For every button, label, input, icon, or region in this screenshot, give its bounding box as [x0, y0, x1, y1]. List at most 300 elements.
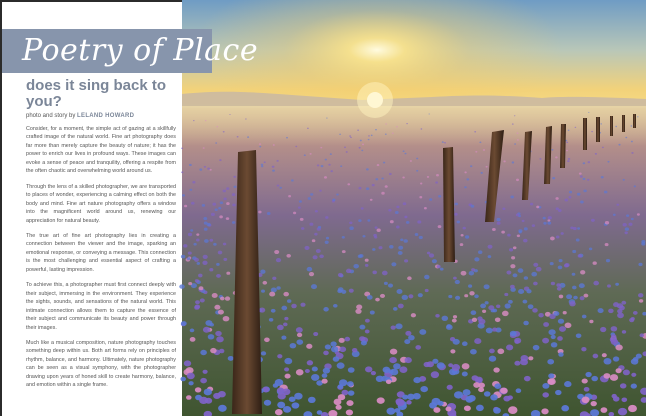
flower — [398, 246, 403, 250]
flower — [558, 266, 563, 270]
flower — [416, 170, 418, 172]
flower — [346, 400, 353, 406]
flower — [365, 319, 370, 323]
flower — [548, 329, 555, 335]
flower — [386, 380, 392, 385]
flower — [611, 334, 616, 338]
flower — [604, 191, 608, 194]
flower — [623, 370, 630, 376]
flower — [350, 137, 352, 138]
flower — [492, 309, 497, 313]
flower — [580, 201, 584, 204]
flower — [507, 395, 512, 399]
flower — [215, 208, 218, 211]
fence-post — [443, 147, 455, 262]
flower — [272, 166, 275, 168]
flower — [204, 222, 208, 225]
flower — [573, 296, 578, 300]
flower — [379, 246, 383, 249]
flower — [400, 238, 403, 241]
flower — [450, 349, 455, 353]
flower — [452, 319, 457, 323]
flower — [212, 203, 216, 206]
flower — [469, 291, 474, 295]
flower — [406, 400, 411, 404]
body-paragraph: The true art of fine art photography lies in creating a connection between the viewer and the image, sparking an emotional response, or conveying a message. This connection is the most challenging and essential aspect of crafting a powerful, lasting impression. — [26, 232, 176, 273]
flower — [209, 239, 213, 242]
flower — [392, 133, 394, 134]
flower — [279, 187, 282, 189]
flower — [365, 259, 369, 262]
flower — [283, 323, 288, 327]
flower — [339, 379, 347, 386]
flower — [631, 373, 636, 377]
flower — [514, 115, 515, 116]
flower — [551, 149, 553, 151]
flower — [385, 185, 388, 188]
flower — [390, 369, 398, 376]
flower — [216, 274, 221, 278]
flower — [605, 243, 609, 246]
flower — [465, 396, 473, 403]
flower — [435, 181, 438, 183]
flower — [365, 366, 372, 372]
flower — [464, 171, 466, 173]
flower — [474, 131, 476, 133]
flower — [453, 277, 457, 280]
flower — [563, 311, 567, 314]
flower — [186, 395, 192, 400]
flower — [533, 282, 538, 286]
flower — [433, 407, 440, 413]
flower — [618, 408, 627, 416]
flower — [565, 199, 569, 202]
flower — [404, 259, 408, 262]
flower — [381, 178, 383, 180]
flower — [370, 310, 375, 314]
flower — [377, 164, 380, 166]
flower — [317, 164, 320, 166]
flower — [566, 142, 568, 144]
flower — [584, 387, 590, 392]
flower — [489, 356, 496, 362]
flower — [396, 399, 405, 406]
flower — [432, 259, 437, 263]
flower — [372, 248, 375, 251]
flower — [580, 296, 585, 300]
flower — [593, 281, 599, 286]
flower — [455, 296, 460, 300]
flower — [385, 133, 387, 134]
flower — [203, 255, 208, 259]
flower — [259, 146, 261, 148]
flower — [633, 311, 638, 315]
flower — [427, 176, 429, 178]
flower — [332, 198, 335, 201]
flower — [313, 332, 318, 336]
flower — [398, 251, 403, 255]
flower — [358, 187, 361, 190]
flower — [490, 394, 498, 400]
fence-post — [610, 116, 613, 136]
flower — [304, 246, 309, 250]
flower — [346, 410, 353, 416]
flower — [470, 165, 472, 167]
flower — [460, 243, 464, 246]
flower — [625, 137, 627, 139]
flower — [510, 331, 517, 337]
fence-post — [583, 118, 587, 150]
flower — [508, 300, 513, 304]
flower — [625, 227, 629, 231]
flower — [421, 128, 423, 129]
flower — [548, 373, 554, 378]
flower — [587, 179, 590, 181]
flower — [600, 327, 606, 332]
flower — [578, 254, 582, 258]
flower — [536, 206, 539, 209]
flower — [471, 205, 475, 208]
flower — [395, 323, 402, 329]
flower — [273, 383, 278, 387]
flower — [503, 160, 505, 162]
flower — [189, 381, 194, 385]
flower — [403, 150, 405, 152]
flower — [276, 160, 278, 162]
flower — [300, 218, 304, 221]
flower — [277, 185, 280, 187]
flower — [543, 222, 546, 225]
flower — [269, 318, 274, 322]
flower — [189, 164, 192, 166]
flower — [489, 349, 495, 354]
flower — [523, 239, 527, 243]
flower — [226, 187, 229, 190]
flower — [496, 305, 500, 309]
flower — [382, 271, 388, 276]
flower — [444, 142, 446, 144]
flower — [588, 161, 591, 163]
flower — [219, 159, 221, 161]
flower — [465, 235, 469, 238]
flower — [556, 207, 559, 210]
flower — [454, 213, 457, 216]
flower — [307, 128, 309, 129]
flower — [186, 367, 194, 374]
flower — [530, 203, 533, 206]
flower — [427, 361, 434, 367]
flower — [464, 405, 471, 411]
flower — [190, 229, 193, 231]
flower — [468, 284, 472, 287]
flower — [437, 265, 441, 268]
flower — [585, 372, 591, 377]
flower — [312, 239, 316, 242]
flower — [204, 239, 209, 243]
flower — [524, 376, 531, 382]
flower — [323, 307, 329, 312]
flower — [383, 367, 391, 373]
flower — [470, 349, 477, 355]
flower — [523, 321, 529, 326]
flower — [384, 282, 388, 285]
flower — [437, 362, 445, 369]
flower — [319, 254, 324, 258]
flower — [453, 315, 457, 318]
flower — [368, 135, 370, 136]
flower — [223, 243, 226, 246]
flower — [181, 171, 183, 173]
flower — [542, 392, 549, 397]
flower — [362, 144, 364, 146]
flower — [624, 231, 627, 234]
flower — [601, 176, 604, 178]
flower — [448, 363, 453, 367]
flower — [466, 178, 469, 180]
flower — [479, 141, 481, 143]
flower — [608, 309, 614, 314]
flower — [330, 153, 332, 155]
flower — [307, 267, 313, 272]
flower — [615, 126, 617, 127]
flower — [510, 196, 514, 199]
flower — [598, 308, 604, 313]
flower — [419, 329, 426, 335]
flower — [583, 178, 586, 180]
flower — [277, 354, 282, 358]
flower — [595, 153, 597, 155]
flower — [516, 388, 522, 393]
flower — [600, 123, 602, 124]
flower — [342, 250, 346, 253]
flower — [211, 213, 215, 216]
flower — [484, 391, 491, 396]
flower — [514, 340, 519, 344]
flower — [532, 224, 535, 227]
flower — [463, 389, 471, 396]
flower — [517, 234, 520, 237]
flower — [305, 369, 310, 373]
flower — [196, 239, 200, 242]
flower — [424, 207, 427, 209]
flower — [389, 245, 394, 249]
flower — [245, 118, 246, 119]
flower — [323, 368, 330, 374]
flower — [272, 169, 275, 171]
flower — [371, 135, 373, 136]
flower — [615, 283, 619, 286]
flower — [328, 164, 330, 166]
flower — [429, 113, 430, 114]
flower — [474, 338, 481, 344]
flower — [188, 282, 192, 285]
flower — [330, 170, 333, 172]
flower — [506, 270, 511, 274]
flower — [375, 298, 380, 302]
flower — [375, 226, 378, 228]
flower — [377, 229, 381, 232]
flower — [348, 367, 355, 373]
flower — [536, 267, 542, 272]
flower — [347, 183, 350, 185]
flower — [264, 400, 271, 406]
flower — [406, 123, 408, 124]
flower — [631, 218, 634, 220]
flower — [198, 274, 202, 278]
flower — [359, 147, 361, 149]
flower — [584, 294, 589, 298]
flower — [397, 289, 403, 294]
flower — [348, 390, 355, 395]
flower — [556, 283, 560, 287]
flower — [281, 306, 287, 311]
flower — [547, 379, 554, 385]
flower — [533, 345, 540, 350]
flower — [292, 402, 300, 408]
flower — [344, 147, 346, 149]
flower — [634, 185, 636, 187]
flower — [298, 207, 301, 209]
flower — [181, 321, 187, 326]
flower — [367, 219, 370, 221]
flower — [542, 383, 549, 389]
flower — [213, 393, 221, 399]
flower — [203, 147, 205, 149]
flower — [272, 277, 276, 280]
flower — [559, 295, 563, 299]
flower — [478, 319, 485, 325]
flower — [193, 120, 194, 121]
flower — [517, 139, 519, 141]
flower — [420, 183, 422, 185]
flower — [622, 330, 626, 334]
flower — [501, 231, 505, 234]
flower — [567, 160, 570, 162]
flower — [518, 268, 524, 273]
fence-post — [560, 124, 566, 168]
flower — [213, 243, 217, 246]
flower — [561, 405, 569, 411]
flower — [543, 322, 549, 327]
flower — [288, 195, 291, 197]
flower — [488, 245, 493, 249]
flower — [602, 353, 607, 357]
flower — [391, 262, 396, 266]
flower — [388, 284, 393, 288]
flower — [210, 348, 217, 353]
flower — [205, 120, 207, 121]
flower — [629, 223, 633, 226]
morning-haze — [182, 106, 646, 146]
flower — [557, 336, 563, 341]
flower — [293, 212, 296, 215]
flower — [524, 276, 528, 280]
flower — [572, 273, 576, 276]
flower — [261, 351, 266, 355]
flower — [404, 153, 406, 155]
flower — [372, 271, 377, 275]
flower — [528, 356, 533, 360]
flower — [362, 235, 365, 238]
flower — [355, 309, 361, 314]
flower — [486, 166, 488, 168]
flower — [323, 351, 329, 356]
flower — [367, 295, 373, 300]
flower — [551, 335, 556, 339]
flower — [425, 289, 429, 292]
flower — [611, 326, 618, 331]
flower — [203, 217, 207, 220]
flower — [410, 160, 412, 162]
flower — [600, 407, 607, 413]
flower — [569, 196, 572, 198]
flower — [547, 359, 554, 365]
flower — [317, 410, 323, 415]
flower — [217, 126, 219, 127]
flower — [604, 358, 612, 365]
flower — [286, 254, 291, 258]
flower — [568, 130, 570, 131]
flower — [496, 218, 500, 221]
flower — [419, 196, 422, 198]
flower — [337, 289, 342, 293]
flower — [581, 347, 586, 351]
flower — [361, 150, 363, 152]
flower — [506, 344, 513, 350]
flower — [377, 397, 385, 404]
flower — [621, 397, 627, 402]
flower — [404, 339, 410, 344]
flower — [582, 397, 590, 404]
flower — [488, 255, 492, 258]
flower — [391, 325, 396, 329]
flower — [641, 240, 645, 243]
flower — [406, 221, 410, 224]
flower — [380, 294, 385, 298]
flower — [415, 233, 419, 236]
flower — [204, 228, 208, 231]
flower — [455, 203, 458, 206]
flower — [183, 244, 187, 248]
flower — [314, 233, 317, 236]
flower — [453, 339, 460, 345]
flower — [486, 328, 493, 334]
flower — [615, 344, 622, 350]
flower — [284, 358, 292, 364]
flower — [553, 311, 559, 316]
flower — [310, 193, 313, 196]
flower — [320, 147, 322, 149]
flower — [207, 167, 210, 169]
flower — [220, 201, 223, 204]
flower — [550, 237, 555, 241]
flower — [631, 359, 639, 365]
flower — [580, 270, 585, 274]
flower — [205, 320, 212, 326]
flower — [538, 313, 544, 318]
flower — [415, 345, 421, 350]
flower — [547, 219, 550, 221]
flower — [582, 378, 588, 383]
flower — [199, 286, 204, 290]
flower — [497, 222, 501, 225]
flower — [308, 397, 316, 403]
flower — [259, 143, 261, 145]
flower — [271, 309, 276, 313]
flower — [502, 207, 505, 210]
flower — [436, 174, 439, 176]
flower — [264, 161, 266, 163]
